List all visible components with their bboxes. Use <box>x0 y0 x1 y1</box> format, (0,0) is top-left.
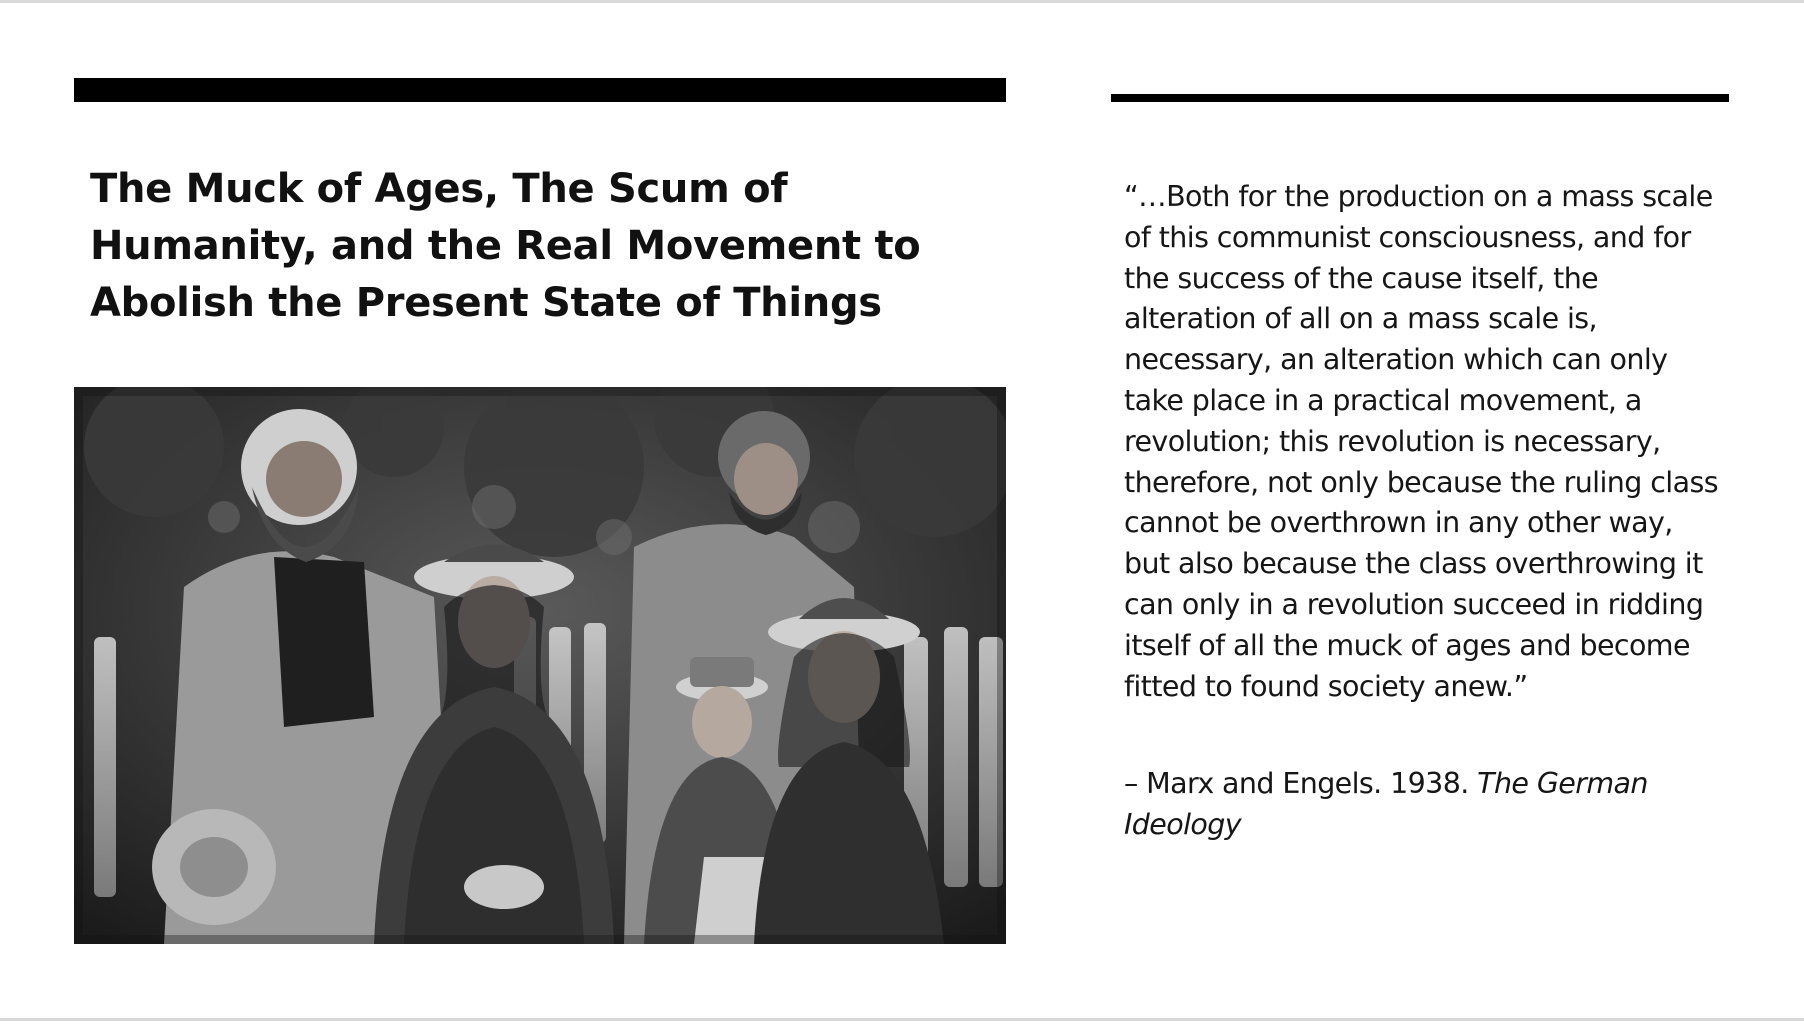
citation-author-year: – Marx and Engels. 1938. <box>1124 767 1478 800</box>
quote-accent-bar <box>1111 94 1729 102</box>
quote-text: “…Both for the production on a mass scale of this communist consciousness, and for the success of the cause itself, the alteration of all on a mass scale is, necessary, an alteration which can only take place in a practical movement, a revolution; this revolution is necessary, therefore, not only because the ruling class cannot be overthrown in any other way, but also because the class overthrowing it can only in a revolution succeed in ridding itself of all the muck of ages and become fitted to found society anew.” <box>1124 180 1718 703</box>
title-accent-bar <box>74 78 1006 102</box>
slide-title: The Muck of Ages, The Scum of Humanity, and the Real Movement to Abolish the Present State of Things <box>90 166 921 326</box>
citation-title: The German Ideology <box>1124 767 1648 841</box>
slide-bottom-border <box>0 1018 1804 1021</box>
group-portrait-photo <box>74 387 1006 944</box>
quote-citation <box>1124 764 1724 846</box>
slide <box>0 3 1804 1018</box>
